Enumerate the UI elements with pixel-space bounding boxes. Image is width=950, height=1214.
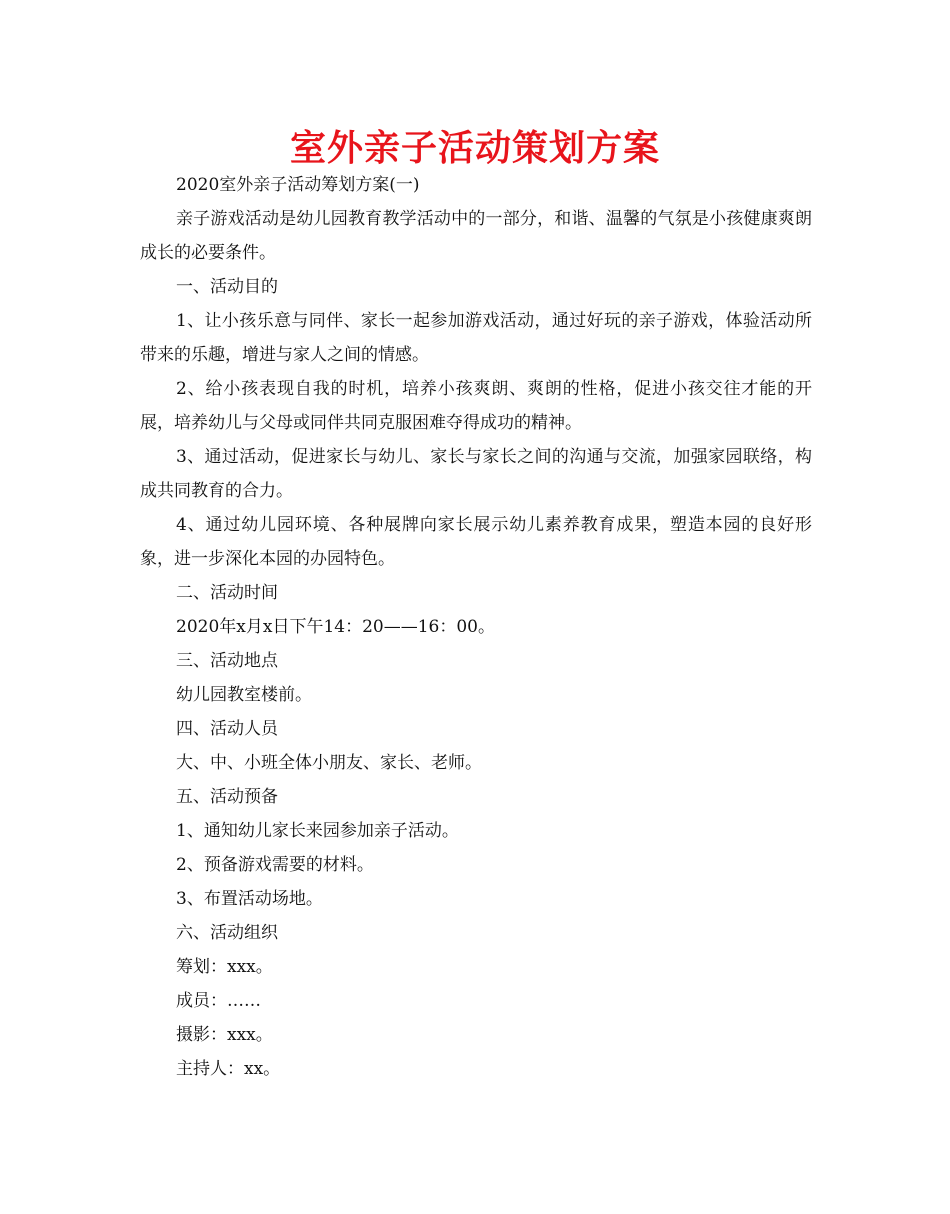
purpose-item-4: 4、通过幼儿园环境、各种展牌向家长展示幼儿素养教育成果，塑造本园的良好形象，进一步深化本园的办园特色。 <box>140 515 812 569</box>
section-heading-time: 二、活动时间 <box>176 583 278 603</box>
preparation-item-3: 3、布置活动场地。 <box>176 889 323 909</box>
intro-paragraph: 亲子游戏活动是幼儿园教育教学活动中的一部分，和谐、温馨的气氛是小孩健康爽朗成长的必要条件。 <box>140 209 812 263</box>
participants-detail: 大、中、小班全体小朋友、家长、老师。 <box>176 753 482 773</box>
organization-members: 成员：…… <box>176 991 261 1011</box>
document-title: 室外亲子活动策划方案 <box>289 128 660 169</box>
time-detail: 2020年x月x日下午14：20——16：00。 <box>176 617 495 637</box>
purpose-item-3: 3、通过活动，促进家长与幼儿、家长与家长之间的沟通与交流，加强家园联络，构成共同教育的合力。 <box>140 447 812 501</box>
organization-planner: 筹划：xxx。 <box>176 957 273 977</box>
section-heading-organization: 六、活动组织 <box>176 923 278 943</box>
preparation-item-1: 1、通知幼儿家长来园参加亲子活动。 <box>176 821 459 841</box>
location-detail: 幼儿园教室楼前。 <box>176 685 312 705</box>
organization-photographer: 摄影：xxx。 <box>176 1025 273 1045</box>
section-heading-preparation: 五、活动预备 <box>176 787 278 807</box>
subtitle-paragraph: 2020室外亲子活动筹划方案(一) <box>176 175 420 195</box>
organization-host: 主持人：xx。 <box>176 1059 281 1079</box>
document-body <box>140 168 812 1086</box>
purpose-item-2: 2、给小孩表现自我的时机，培养小孩爽朗、爽朗的性格，促进小孩交往才能的开展，培养幼儿与父母或同伴共同克服困难夺得成功的精神。 <box>140 379 812 433</box>
section-heading-purpose: 一、活动目的 <box>176 277 278 297</box>
section-heading-participants: 四、活动人员 <box>176 719 278 739</box>
section-heading-location: 三、活动地点 <box>176 651 278 671</box>
preparation-item-2: 2、预备游戏需要的材料。 <box>176 855 374 875</box>
purpose-item-1: 1、让小孩乐意与同伴、家长一起参加游戏活动，通过好玩的亲子游戏，体验活动所带来的乐趣，增进与家人之间的情感。 <box>140 311 812 365</box>
